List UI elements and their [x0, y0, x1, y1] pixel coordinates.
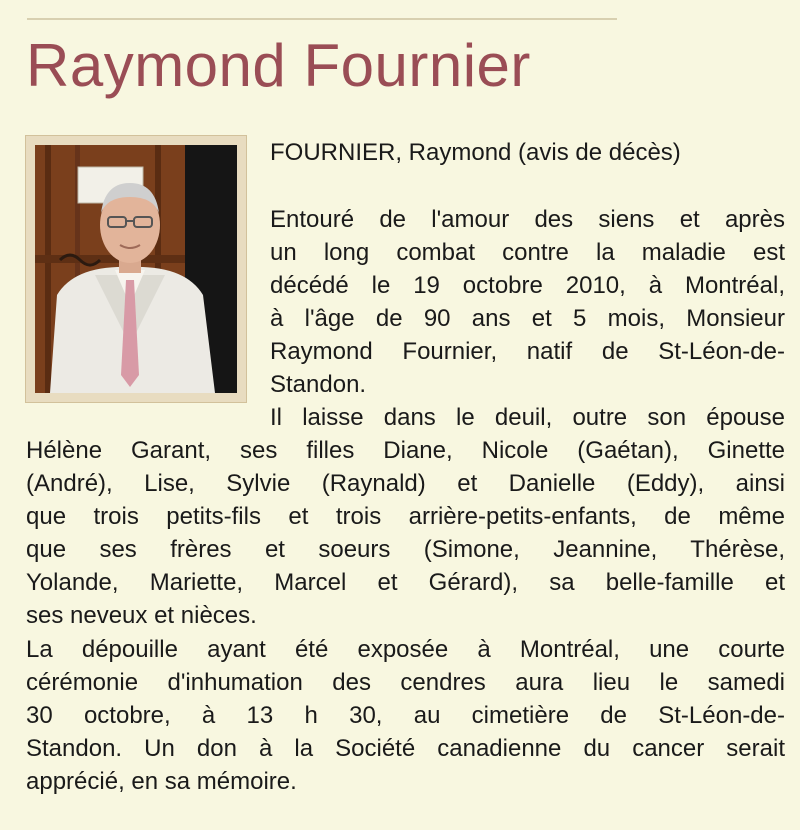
body-line: un long combat contre la maladie est: [270, 239, 785, 266]
body-line: (André), Lise, Sylvie (Raynald) et Danielle (Eddy), ainsi: [26, 470, 785, 497]
body-line: décédé le 19 octobre 2010, à Montréal,: [270, 272, 785, 299]
body-line: cérémonie d'inhumation des cendres aura lieu le samedi: [26, 669, 785, 696]
body-line: 30 octobre, à 13 h 30, au cimetière de St-Léon-de-: [26, 702, 785, 729]
portrait-photo: [35, 145, 237, 393]
body-line: Il laisse dans le deuil, outre son épouse: [270, 404, 785, 431]
obituary-title: Raymond Fournier: [26, 32, 531, 99]
body-line: ses neveux et nièces.: [26, 602, 257, 629]
body-line: Raymond Fournier, natif de St-Léon-de-: [270, 338, 785, 365]
portrait-photo-frame: [25, 135, 247, 403]
body-line: Entouré de l'amour des siens et après: [270, 206, 785, 233]
body-line: Yolande, Mariette, Marcel et Gérard), sa belle-famille et: [26, 569, 785, 596]
body-line: Standon. Un don à la Société canadienne du cancer serait: [26, 735, 785, 762]
body-line: La dépouille ayant été exposée à Montréal, une courte: [26, 636, 785, 663]
body-line: que ses frères et soeurs (Simone, Jeannine, Thérèse,: [26, 536, 785, 563]
body-line: Hélène Garant, ses filles Diane, Nicole (Gaétan), Ginette: [26, 437, 785, 464]
body-line: que trois petits-fils et trois arrière-petits-enfants, de même: [26, 503, 785, 530]
top-divider: [27, 18, 617, 20]
body-line: Standon.: [270, 371, 367, 398]
obituary-subtitle: FOURNIER, Raymond (avis de décès): [270, 139, 681, 166]
body-line: apprécié, en sa mémoire.: [26, 768, 297, 795]
body-line: à l'âge de 90 ans et 5 mois, Monsieur: [270, 305, 785, 332]
